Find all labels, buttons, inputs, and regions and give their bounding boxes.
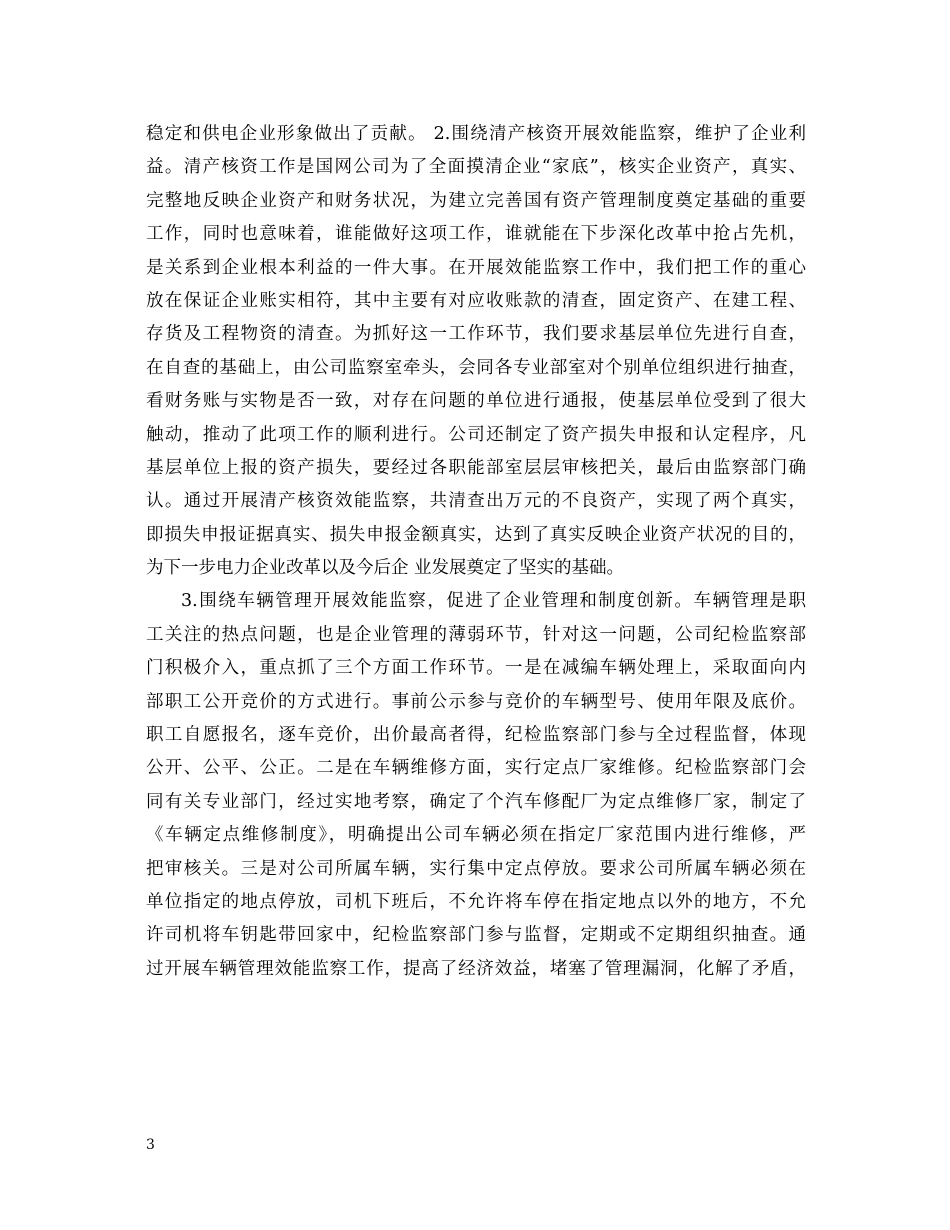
body-text: [146, 118, 806, 986]
text-line: 益。清产核资工作是国网公司为了全面摸清企业“家底”，核实企业资产，真实、: [146, 157, 806, 178]
text-line: 完整地反映企业资产和财务状况，为建立完善国有资产管理制度奠定基础的重要: [146, 190, 806, 211]
text-line: 职工自愿报名，逐车竞价，出价最高者得，纪检监察部门参与全过程监督，体现: [146, 725, 806, 746]
text-line: 工作，同时也意味着，谁能做好这项工作，谁就能在下步深化改革中抢占先机，: [146, 224, 806, 245]
text-line: 过开展车辆管理效能监察工作，提高了经济效益，堵塞了管理漏洞，化解了矛盾，: [146, 958, 806, 979]
text-line: 基层单位上报的资产损失，要经过各职能部室层层审核把关，最后由监察部门确: [146, 457, 806, 478]
text-line: 触动，推动了此项工作的顺利进行。公司还制定了资产损失申报和认定程序，凡: [146, 424, 806, 445]
text-line: 许司机将车钥匙带回家中，纪检监察部门参与监督，定期或不定期组织抽查。通: [146, 925, 806, 946]
text-line: 3.围绕车辆管理开展效能监察，促进了企业管理和制度创新。车辆管理是职: [181, 591, 806, 612]
text-line: 门积极介入，重点抓了三个方面工作环节。一是在减编车辆处理上，采取面向内: [146, 658, 806, 679]
text-line: 认。通过开展清产核资效能监察，共清查出万元的不良资产，实现了两个真实，: [146, 491, 806, 512]
text-line: 《车辆定点维修制度》，明确提出公司车辆必须在指定厂家范围内进行维修，严: [146, 825, 806, 846]
text-line: 部职工公开竞价的方式进行。事前公示参与竞价的车辆型号、使用年限及底价。: [146, 691, 806, 712]
text-line: 单位指定的地点停放，司机下班后，不允许将车停在指定地点以外的地方，不允: [146, 891, 806, 912]
page-number: 3: [146, 1137, 155, 1153]
text-line: 公开、公平、公正。二是在车辆维修方面，实行定点厂家维修。纪检监察部门会: [146, 758, 806, 779]
text-line: 稳定和供电企业形象做出了贡献。 2.围绕清产核资开展效能监察，维护了企业利: [146, 124, 806, 144]
text-line: 同有关专业部门，经过实地考察，确定了个汽车修配厂为定点维修厂家，制定了: [146, 791, 806, 812]
text-line: 把审核关。三是对公司所属车辆，实行集中定点停放。要求公司所属车辆必须在: [146, 858, 806, 879]
text-line: 放在保证企业账实相符，其中主要有对应收账款的清查，固定资产、在建工程、: [146, 290, 806, 311]
text-line: 是关系到企业根本利益的一件大事。在开展效能监察工作中，我们把工作的重心: [146, 257, 806, 278]
text-line: 即损失申报证据真实、损失申报金额真实，达到了真实反映企业资产状况的目的，: [146, 524, 806, 545]
text-line: 在自查的基础上，由公司监察室牵头，会同各专业部室对个别单位组织进行抽查，: [146, 357, 806, 378]
text-line: 存货及工程物资的清查。为抓好这一工作环节，我们要求基层单位先进行自查，: [146, 324, 806, 345]
text-line: 看财务账与实物是否一致，对存在问题的单位进行通报，使基层单位受到了很大: [146, 391, 806, 412]
text-line: 工关注的热点问题，也是企业管理的薄弱环节，针对这一问题，公司纪检监察部: [146, 624, 806, 645]
text-line: 为下一步电力企业改革以及今后企 业发展奠定了坚实的基础。: [146, 558, 625, 579]
